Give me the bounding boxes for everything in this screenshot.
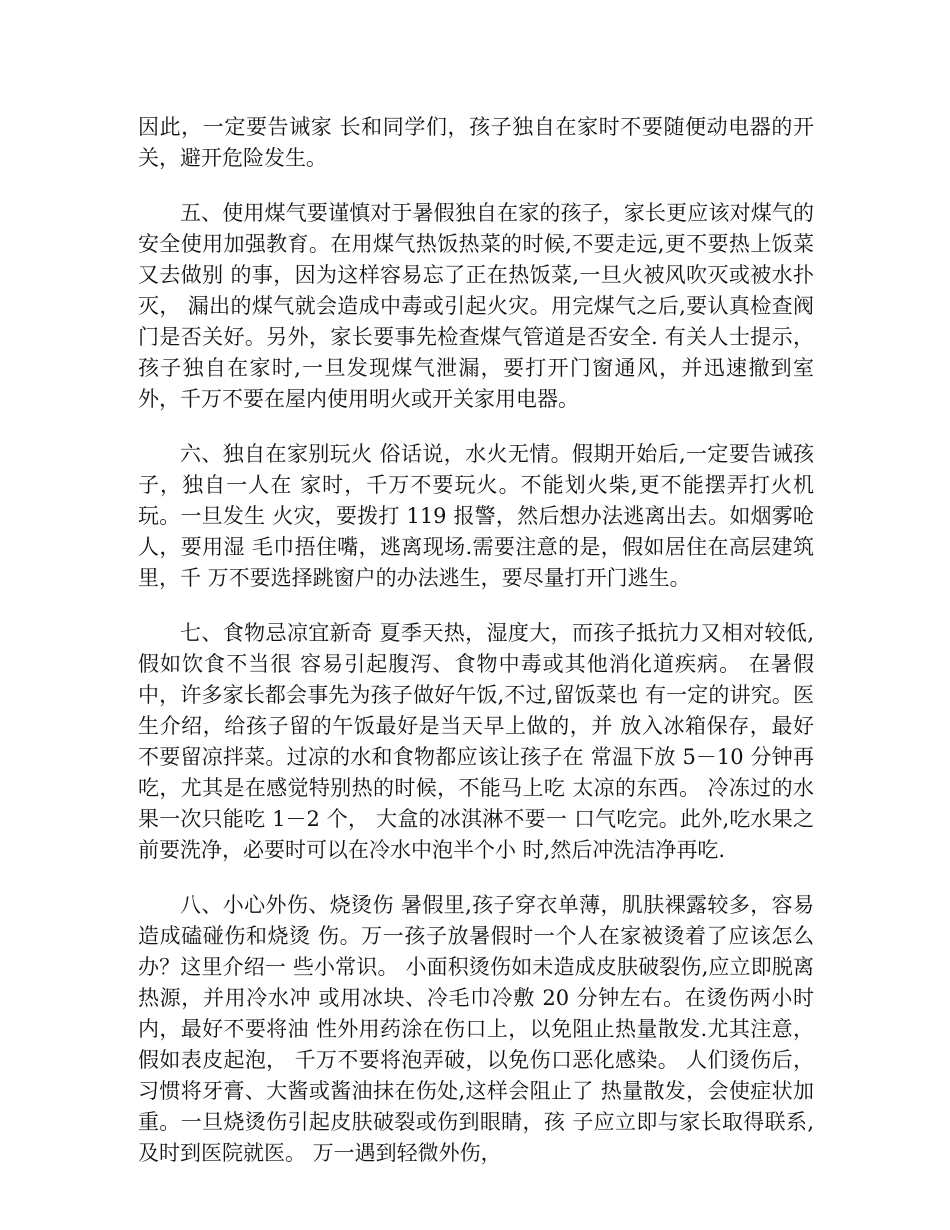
paragraph-4: 七、食物忌凉宜新奇 夏季天热，湿度大，而孩子抵抗力又相对较低,假如饮食不当很 容易引起腹泻、食物中毒或其他消化道疾病。 在暑假中，许多家长都会事先为孩子做好午饭,不过,留饭菜也 有一定的讲究。医生介绍，给孩子留的午饭最好是当天早上做的，并 放入冰箱保存，最好不要留凉拌菜。过凉的水和食物都应该让孩子在 常温下放 5－10 分钟再吃，尤其是在感觉特别热的时候，不能马上吃 太凉的东西。 冷冻过的水果一次只能吃 1－2 个， 大盒的冰淇淋不要一 口气吃完。此外,吃水果之前要洗净，必要时可以在冷水中泡半个小 时,然后冲洗洁净再吃. <box>138 621 814 862</box>
paragraph-3: 六、独自在家别玩火 俗话说，水火无情。假期开始后,一定要告诫孩子，独自一人在 家时，千万不要玩火。不能划火柴,更不能摆弄打火机玩。一旦发生 火灾，要拨打 119 报警，然后想办法逃离出去。如烟雾呛人，要用湿 毛巾捂住嘴，逃离现场.需要注意的是，假如居住在高层建筑里，千 万不要选择跳窗户的办法逃生，要尽量打开门逃生。 <box>138 442 814 590</box>
document-page <box>138 112 814 1193</box>
paragraph-1: 因此，一定要告诫家 长和同学们，孩子独自在家时不要随便动电器的开关，避开危险发生。 <box>138 115 814 170</box>
paragraph-2: 五、使用煤气要谨慎对于暑假独自在家的孩子，家长更应该对煤气的安全使用加强教育。在用煤气热饭热菜的时候,不要走远,更不要热上饭菜又去做别 的事，因为这样容易忘了正在热饭菜,一旦火被风吹灭或被水扑灭， 漏出的煤气就会造成中毒或引起火灾。用完煤气之后,要认真检查阀 门是否关好。另外，家长要事先检查煤气管道是否安全. 有关人士提示，孩子独自在家时,一旦发现煤气泄漏，要打开门窗通风，并迅速撤到室外，千万不要在屋内使用明火或开关家用电器。 <box>138 201 814 411</box>
paragraph-5: 八、小心外伤、烧烫伤 暑假里,孩子穿衣单薄，肌肤裸露较多，容易造成磕碰伤和烧烫 伤。万一孩子放暑假时一个人在家被烫着了应该怎么办？这里介绍一 些小常识。 小面积烫伤如未造成皮肤破裂伤,应立即脱离热源，并用冷水冲 或用冰块、冷毛巾冷敷 20 分钟左右。在烫伤两小时内，最好不要将油 性外用药涂在伤口上，以免阻止热量散发.尤其注意，假如表皮起泡， 千万不要将泡弄破，以免伤口恶化感染。 人们烫伤后，习惯将牙膏、大酱或酱油抹在伤处,这样会阻止了 热量散发，会使症状加重。一旦烧烫伤引起皮肤破裂或伤到眼睛，孩 子应立即与家长取得联系,及时到医院就医。 万一遇到轻微外伤， <box>138 893 814 1165</box>
